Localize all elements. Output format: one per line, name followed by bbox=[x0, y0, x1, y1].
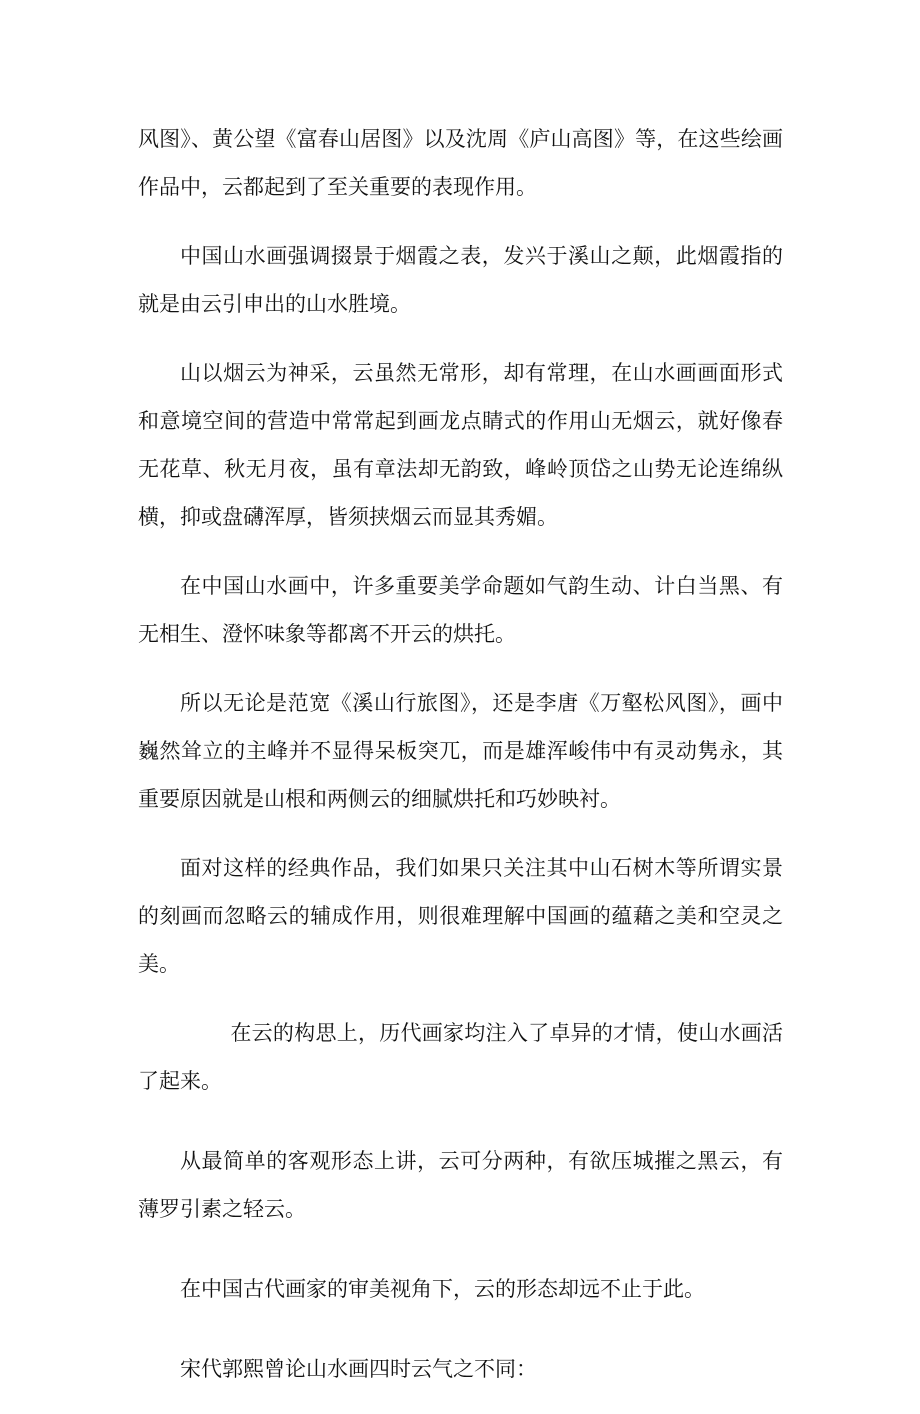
paragraph-4: 在中国山水画中，许多重要美学命题如气韵生动、计白当黑、有无相生、澄怀味象等都离不开云的烘托。 bbox=[138, 574, 783, 646]
paragraph-6: 面对这样的经典作品，我们如果只关注其中山石树木等所谓实景的刻画而忽略云的辅成作用，则很难理解中国画的蕴藉之美和空灵之美。 bbox=[138, 856, 783, 976]
paragraph-7: 在云的构思上，历代画家均注入了卓异的才情，使山水画活了起来。 bbox=[138, 1021, 783, 1093]
paragraph-1: 风图》、黄公望《富春山居图》以及沈周《庐山高图》等，在这些绘画作品中，云都起到了至关重要的表现作用。 bbox=[138, 127, 783, 199]
paragraph-9: 在中国古代画家的审美视角下，云的形态却远不止于此。 bbox=[180, 1277, 705, 1301]
document-body bbox=[138, 115, 783, 1414]
paragraph-2: 中国山水画强调掇景于烟霞之表，发兴于溪山之颠，此烟霞指的就是由云引申出的山水胜境。 bbox=[138, 244, 783, 316]
paragraph-8: 从最简单的客观形态上讲，云可分两种，有欲压城摧之黑云，有薄罗引素之轻云。 bbox=[138, 1149, 783, 1221]
paragraph-10: 宋代郭熙曾论山水画四时云气之不同： bbox=[180, 1357, 537, 1381]
paragraph-5: 所以无论是范宽《溪山行旅图》，还是李唐《万壑松风图》，画中巍然耸立的主峰并不显得呆板突兀，而是雄浑峻伟中有灵动隽永，其重要原因就是山根和两侧云的细腻烘托和巧妙映衬。 bbox=[138, 691, 783, 811]
paragraph-3: 山以烟云为神采，云虽然无常形，却有常理，在山水画画面形式和意境空间的营造中常常起到画龙点睛式的作用山无烟云，就好像春无花草、秋无月夜，虽有章法却无韵致，峰岭顶岱之山势无论连绵纵横，抑或盘礴浑厚，皆须挟烟云而显其秀媚。 bbox=[138, 361, 783, 529]
